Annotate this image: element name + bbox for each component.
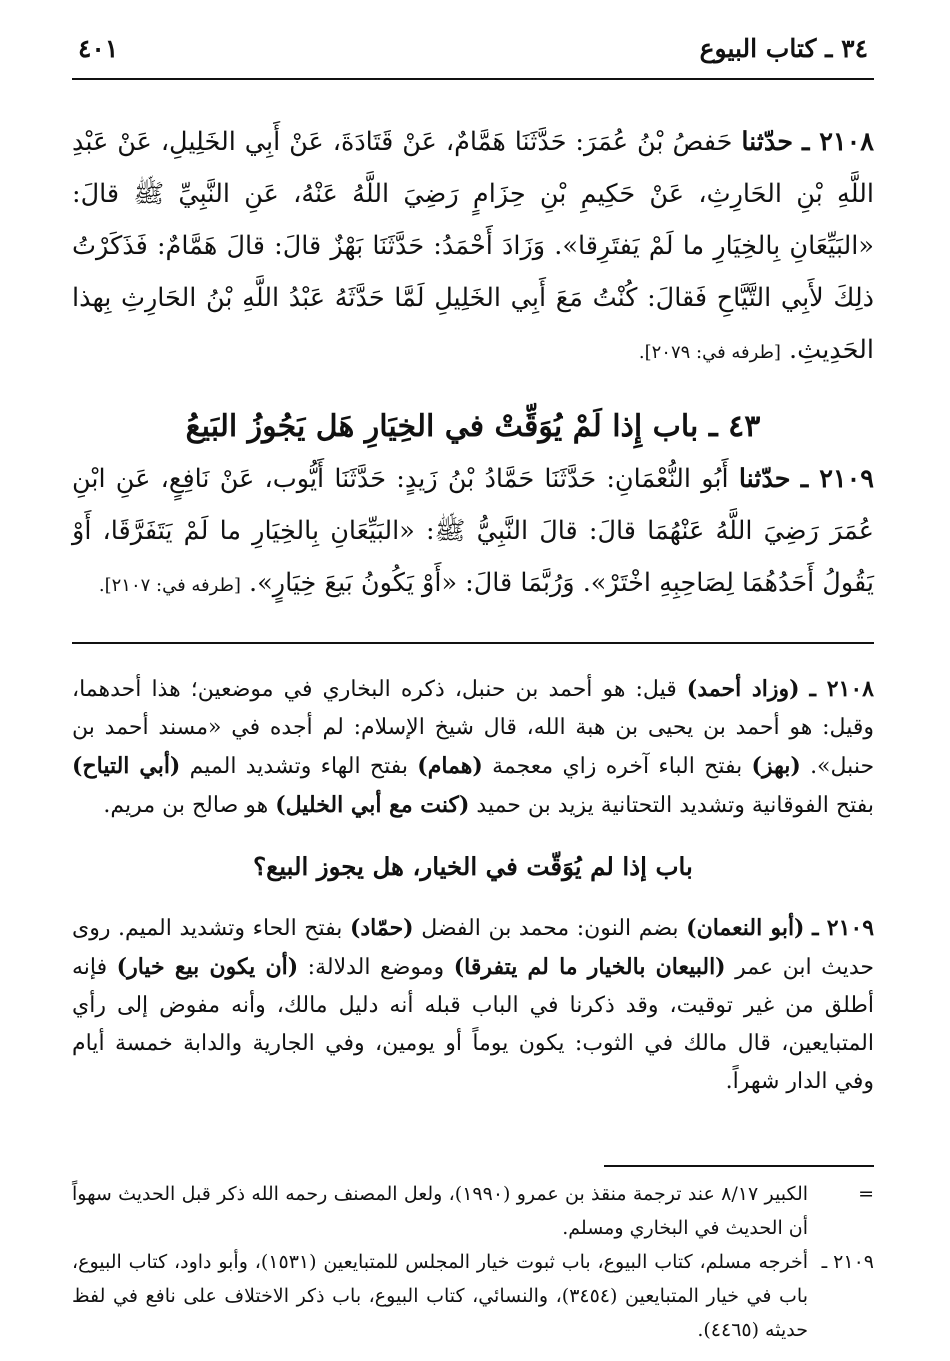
commentary-text: بفتح الباء آخره زاي معجمة [492, 753, 743, 779]
footnotes [72, 1177, 874, 1347]
hadith-opening: حدّثنا [738, 463, 791, 494]
commentary-2109 [72, 909, 874, 1101]
commentary-lemma: (أبي التياح) [72, 752, 181, 779]
commentary-text: هو صالح بن مريم. [103, 792, 269, 818]
running-title: ٣٤ ـ كتاب البيوع [699, 34, 868, 63]
commentary-text: بفتح الحاء وتشديد الميم. روى حديث ابن عمر [72, 915, 875, 980]
commentary-number: ٢١٠٩ ـ [812, 914, 875, 941]
commentary-chapter-heading: باب إذا لم يُوَقّت في الخيار، هل يجوز البيع؟ [253, 851, 693, 881]
commentary-lemma: (أن يكون بيع خيار) [116, 953, 299, 980]
commentary-text: بضم النون: محمد بن الفضل [421, 915, 679, 941]
commentary-2108 [72, 670, 874, 825]
footnote-marker: ٢١٠٩ ـ [821, 1250, 874, 1273]
commentary-number: ٢١٠٨ ـ [809, 675, 874, 702]
text-commentary-divider [72, 642, 874, 644]
footnote [72, 1245, 874, 1347]
hadith-text: حَفصُ بْنُ عُمَرَ: حَدَّثَنَا هَمَّامٌ، عَنْ قَتَادَةَ، عَنْ أَبِي الخَلِيلِ، عَنْ عَبْدِ اللَّهِ بْنِ الحَارِثِ، عَنْ حَكِيمِ بْنِ حِزَامٍ رَضِيَ اللَّهُ عَنْهُ، عَنِ النَّبِيِّ ﷺ قالَ: «البَيِّعَانِ بِالخِيَارِ ما لَمْ يَفتَرِقا». وَزَادَ أَحْمَدُ: حَدَّثَنَا بَهْزٌ قالَ: قالَ هَمَّامٌ: فَذَكَرْتُ ذلِكَ لأَبِي التَّيَّاحِ فَقالَ: كُنْتُ مَعَ أَبِي الخَلِيلِ لَمَّا حَدَّثَهُ عَبْدُ اللَّهِ بْنُ الحَارِثِ بِهذا الحَدِيثِ. [72, 127, 874, 365]
footnote [72, 1177, 874, 1245]
commentary-text: بفتح الفوقانية وتشديد التحتانية يزيد بن حميد [476, 792, 874, 818]
commentary-text: فإنه أطلق من غير توقيت، وقد ذكرنا في الباب قبله أنه دليل مالك، وأنه مفوض إلى رأي المتبايعين، قال مالك في الثوب: يكون يوماً أو يومين، وفي الجارية والدابة خمسة أيام وفي الدار شهراً. [72, 954, 874, 1094]
hadith-number: ٢١٠٩ ـ [800, 463, 874, 494]
footnote-marker: = [858, 1182, 874, 1205]
commentary-lemma: (كنت مع أبي الخليل) [275, 791, 470, 818]
chapter-heading: ٤٣ ـ باب إِذا لَمْ يُوَقِّتْ في الخِيَارِ هَل يَجُوزُ البَيعُ [185, 408, 761, 444]
commentary-text: قيل: هو أحمد بن حنبل، ذكره البخاري في موضعين؛ هذا أحدهما، وقيل: هو أحمد بن يحيى بن هبة الله، قال شيخ الإسلام: لم أجده في «مسند أحمد بن حنبل». [72, 676, 875, 779]
hadith-2109 [72, 453, 874, 612]
commentary-lemma: (وزاد أحمد) [686, 675, 800, 702]
footnote-text: أخرجه مسلم، كتاب البيوع، باب ثبوت خيار المجلس للمتبايعين (١٥٣١)، وأبو داود، كتاب البيوع، باب في خيار المتبايعين (٣٤٥٤)، والنسائي، كتاب البيوع، باب ذكر الاختلاف على نافع في لفظ حديثه (٤٤٦٥). [72, 1250, 809, 1341]
commentary-lemma: (حمّاد) [349, 914, 414, 941]
page-header [72, 26, 874, 80]
hadith-cross-reference: [طرفه في: ٢١٠٧]. [98, 574, 241, 596]
commentary-lemma: (بهز) [751, 752, 801, 779]
hadith-cross-reference: [طرفه في: ٢٠٧٩]. [638, 342, 781, 363]
commentary-lemma: (البيعان بالخيار ما لم يتفرقا) [453, 953, 726, 980]
page-number: ٤٠١ [78, 34, 119, 63]
footnote-text: الكبير ٨/١٧ عند ترجمة منقذ بن عمرو (١٩٩٠)، ولعل المصنف رحمه الله ذكر قبل الحديث سهواً أن الحديث في البخاري ومسلم. [72, 1182, 809, 1239]
hadith-opening: حدّثنا [741, 127, 794, 157]
commentary-lemma: (أبو النعمان) [686, 914, 805, 941]
hadith-number: ٢١٠٨ ـ [802, 127, 874, 157]
hadith-text: أَبُو النُّعْمَانِ: حَدَّثَنَا حَمَّادُ بْنُ زَيدٍ: حَدَّثَنَا أَيُّوب، عَنْ نَافِعٍ، عَنِ ابْنِ عُمَرَ رَضِيَ اللَّهُ عَنْهُمَا قالَ: قالَ النَّبِيُّ ﷺ: «البَيِّعَانِ بِالخِيَارِ ما لَمْ يَتَفَرَّقَا، أَوْ يَقُولُ أَحَدُهُمَا لِصَاحِبِهِ اخْتَرْ». وَرُبَّمَا قالَ: «أَوْ يَكُونُ بَيعَ خِيَارٍ». [72, 463, 874, 598]
commentary-text: بفتح الهاء وتشديد الميم [189, 753, 408, 779]
footnote-rule [604, 1165, 874, 1167]
commentary-lemma: (همام) [417, 752, 483, 779]
hadith-2108 [72, 116, 874, 379]
commentary-text: وموضع الدلالة: [307, 954, 445, 980]
